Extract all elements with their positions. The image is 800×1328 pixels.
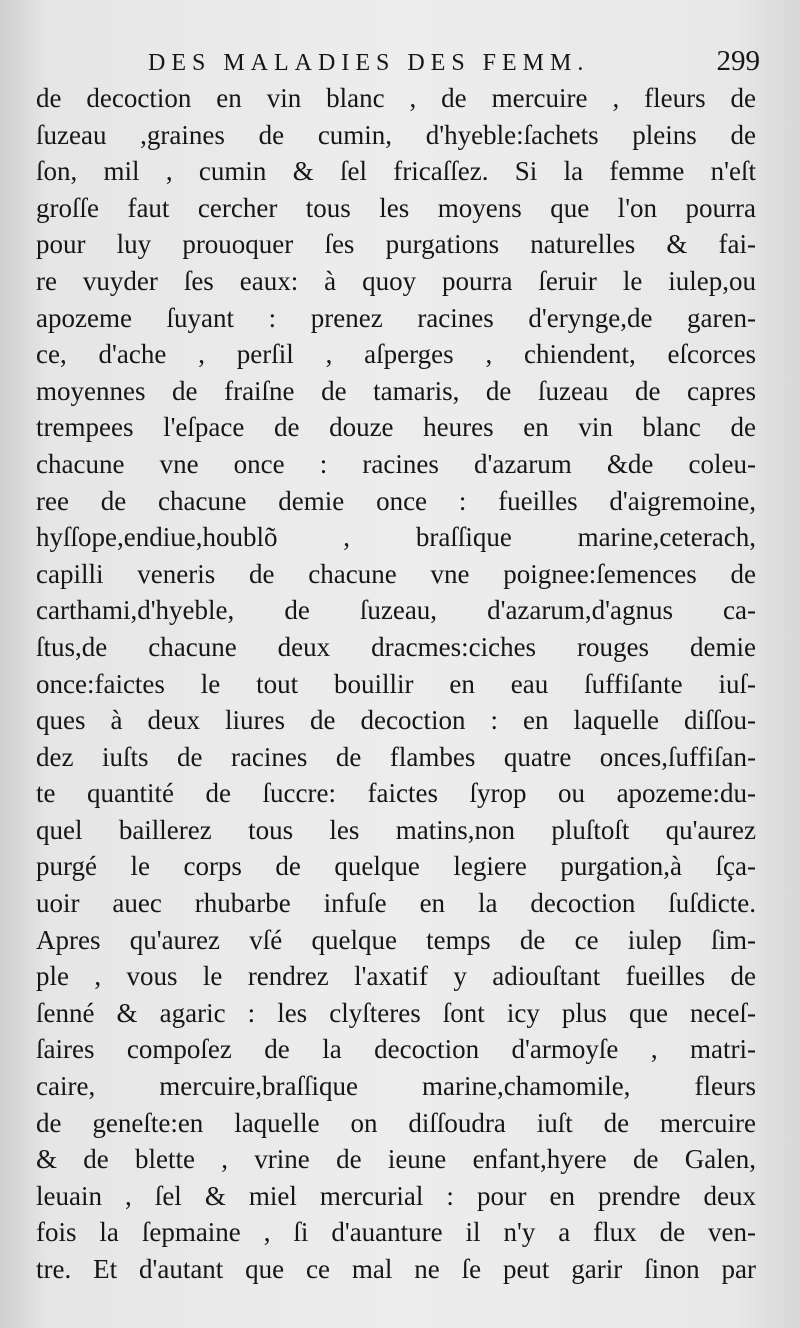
text-line: pour luy prouoquer ſes purgations naturelles & fai- [36,229,756,260]
text-line: ſuzeau ,graines de cumin, d'hyeble:ſachets pleins de [36,119,756,150]
page-number: 299 [716,45,760,77]
text-line: tre. Et d'autant que ce mal ne ſe peut garir ſinon par [36,1254,756,1284]
body-text [36,80,756,1288]
text-line: caire, mercuire,braſſique marine,chamomile, fleurs [36,1071,756,1102]
text-line: hyſſope,endiue,houblõ , braſſique marine,ceterach, [36,522,756,553]
running-title: DES MALADIES DES FEMM. [148,50,590,76]
text-line: fois la ſepmaine , ſi d'auanture il n'y a flux de ven- [36,1217,756,1248]
text-line: ſaires compoſez de la decoction d'armoyſe , matri- [36,1034,756,1065]
text-line: leuain , ſel & miel mercurial : pour en prendre deux [36,1180,756,1211]
text-line: & de blette , vrine de ieune enfant,hyere de Galen, [36,1144,756,1175]
text-line: ques à deux liures de decoction : en laquelle diſſou- [36,705,756,736]
text-line: re vuyder ſes eaux: à quoy pourra ſeruir le iulep,ou [36,265,756,296]
text-line: moyennes de fraiſne de tamaris, de ſuzeau de capres [36,375,756,406]
text-line: once:faictes le tout bouillir en eau ſuffiſante iuſ- [36,668,756,699]
text-line: groſſe faut cercher tous les moyens que l'on pourra [36,192,756,223]
text-line: de geneſte:en laquelle on diſſoudra iuſt de mercuire [36,1107,756,1138]
text-line: ſon, mil , cumin & ſel fricaſſez. Si la femme n'eſt [36,156,756,187]
text-line: ce, d'ache , perſil , aſperges , chiendent, eſcorces [36,339,756,370]
text-line: capilli veneris de chacune vne poignee:ſemences de [36,558,756,589]
text-line: ſtus,de chacune deux dracmes:ciches rouges demie [36,631,756,662]
text-line: apozeme ſuyant : prenez racines d'eryngе,de garen- [36,302,756,333]
text-line: ree de chacune demie once : fueilles d'aigremoine, [36,485,756,516]
text-line: dez iuſts de racines de flambes quatre onces,ſuffiſan- [36,741,756,772]
text-line: ple , vous le rendrez l'axatif y adiouſtant fueilles de [36,961,756,992]
text-line: chacune vne once : racines d'azarum &de coleu- [36,448,756,479]
text-line: quel baillerez tous les matins,non pluſtoſt qu'aurez [36,814,756,845]
text-line: Apres qu'aurez vſé quelque temps de ce iulep ſim- [36,924,756,955]
text-line: carthami,d'hyeble, de ſuzeau, d'azarum,d'agnus ca- [36,595,756,626]
text-line: ſenné & agaric : les clyſteres ſont icy plus que neceſ- [36,997,756,1028]
text-line: purgé le corps de quelque legiere purgation,à ſça- [36,851,756,882]
text-line: de decoction en vin blanc , de mercuire , fleurs de [36,83,756,113]
text-line: trempees l'eſpace de douze heures en vin blanc de [36,412,756,443]
page-header [40,46,760,82]
text-line: uoir auec rhubarbe infuſe en la decoction ſuſdicte. [36,888,756,919]
text-line: te quantité de ſuccre: faictes ſyrop ou apozeme:du- [36,778,756,809]
